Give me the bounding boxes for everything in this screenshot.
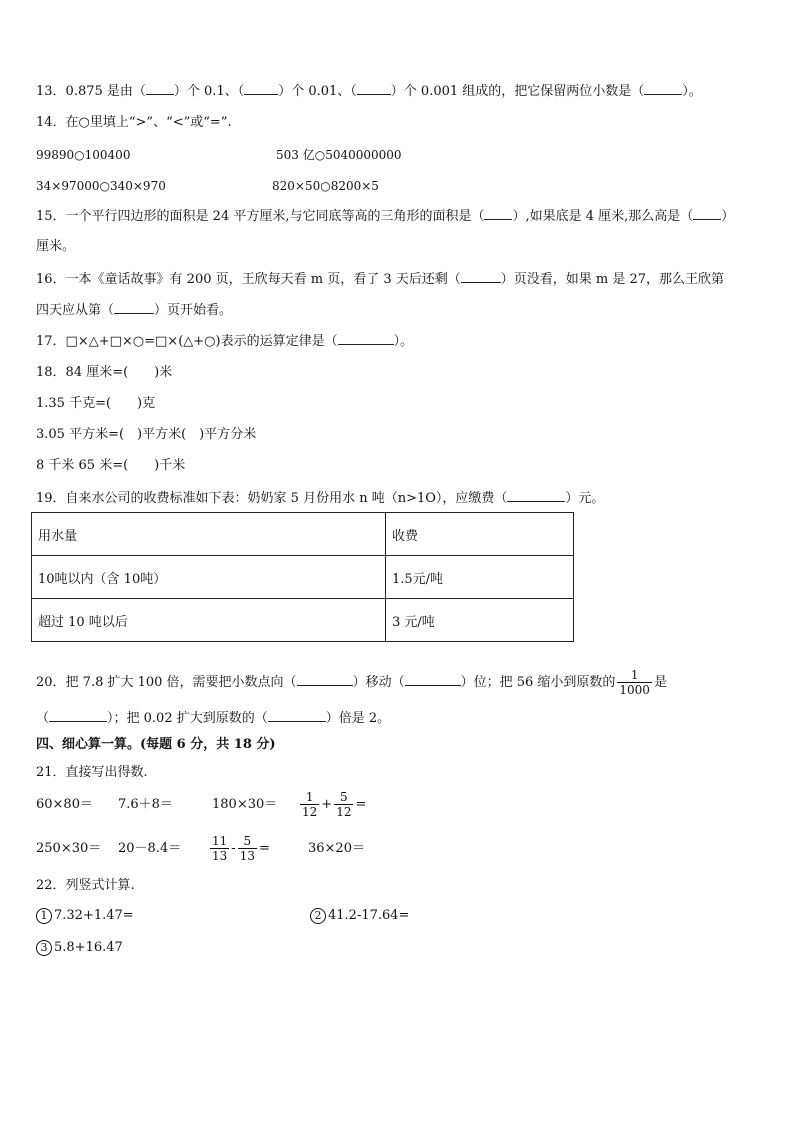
fraction-numerator: 1 [630,668,639,682]
q15-text-1: 15．一个平行四边形的面积是 24 平方厘米,与它同底等高的三角形的面积是（ [36,209,485,224]
table-cell: 超过 10 吨以后 [32,599,386,642]
water-fee-table [31,512,574,642]
answer-blank [405,673,461,686]
fraction-expression [298,786,366,824]
q17-text-1: 17．□×△+□×○=□×(△+○)表示的运算定律是（ [36,334,338,349]
answer-blank [49,709,107,722]
question-15-line2: 厘米。 [36,239,76,254]
circled-number-2-icon: 2 [310,908,326,924]
table-header-row [32,513,574,556]
q20-text-4: 是 [653,675,667,690]
comparison-c: 34×97000○340×970 [36,179,166,193]
answer-blank [338,332,394,345]
question-16-line2 [36,301,232,320]
answer-blank [357,82,391,95]
fraction [238,834,257,863]
table-row [32,556,574,599]
answer-blank [644,82,682,95]
answer-blank [297,673,353,686]
fraction-numerator: 1 [305,790,314,804]
fraction [617,668,652,697]
q13-text-1: 13．0.875 是由（ [36,84,146,99]
comparison-a: 99890○100400 [36,148,131,162]
fraction-expression [208,830,270,868]
vertical-calc-2 [310,907,409,925]
answer-blank [268,709,326,722]
table-cell: 3 元/吨 [386,599,574,642]
comparison-b: 503 亿○5040000000 [276,148,402,162]
answer-blank [461,270,501,283]
answer-blank [507,489,565,502]
q20-text-5: （ [36,711,50,726]
fraction-denominator: 13 [239,849,255,863]
q19-text-1: 19．自来水公司的收费标准如下表：奶奶家 5 月份用水 n 吨（n>1O），应缴费（ [36,491,508,506]
q16-text-2: ）页没看，如果 m 是 27，那么王欣第 [500,272,725,287]
circled-number-1-icon: 1 [36,908,52,924]
answer-blank [484,207,512,220]
fraction [300,790,319,819]
calc-item: 36×20＝ [308,841,365,856]
vertical-calc-3 [36,939,123,957]
q20-text-3: ）位；把 56 缩小到原数的 [460,675,616,690]
table-row [32,599,574,642]
q17-text-2: ）。 [393,334,414,349]
q13-text-2: ）个 0.1、（ [173,84,245,99]
fraction-numerator: 5 [340,790,348,804]
answer-blank [114,301,154,314]
q13-text-4: ）个 0.001 组成的，把它保留两位小数是（ [390,84,645,99]
fraction-denominator: 1000 [619,683,650,697]
q20-text-1: 20．把 7.8 扩大 100 倍，需要把小数点向（ [36,675,297,690]
table-cell: 1.5元/吨 [386,556,574,599]
question-13 [36,82,702,101]
calc-item: 7.6＋8＝ [118,797,173,812]
equals-sign: = [258,841,270,856]
fraction-denominator: 13 [212,849,228,863]
fraction-numerator: 11 [212,834,228,848]
operator: + [321,797,333,812]
comparison-d: 820×50○8200×5 [272,179,379,193]
fraction-denominator: 12 [336,805,352,819]
question-19 [36,489,604,508]
question-18-c: 3.05 平方米=( )平方米( )平方分米 [36,427,257,442]
question-16 [36,270,724,289]
section-heading: 四、细心算一算。(每题 6 分，共 18 分) [36,737,276,752]
calc-item: 250×30＝ [36,841,102,856]
calc-item: 180×30＝ [212,797,278,812]
question-17 [36,332,413,351]
question-18-a: 18．84 厘米=( )米 [36,365,173,380]
question-14-title: 14．在○里填上“>”、“<”或“=”. [36,115,232,130]
question-21-title: 21．直接写出得数. [36,765,148,780]
q20-text-2: ）移动（ [352,675,405,690]
q16-text-3: 四天应从第（ [36,303,115,318]
calc-expression: 7.32+1.47= [54,908,134,923]
equals-sign: = [355,797,367,812]
q16-text-1: 16．一本《童话故事》有 200 页，王欣每天看 m 页，看了 3 天后还剩（ [36,272,461,287]
answer-blank [244,82,278,95]
q20-text-7: ）倍是 2。 [325,711,391,726]
vertical-calc-1 [36,907,134,925]
q15-text-3: ） [721,209,735,224]
table-header-cell: 用水量 [32,513,386,556]
calc-item: 60×80＝ [36,797,93,812]
question-20 [36,668,667,698]
q16-text-4: ）页开始看。 [154,303,233,318]
calc-expression: 5.8+16.47 [54,940,123,955]
fraction-numerator: 5 [243,834,252,848]
q13-text-5: ）。 [682,84,702,99]
fraction-denominator: 12 [302,805,318,819]
circled-number-3-icon: 3 [36,940,52,956]
table-header-cell: 收费 [386,513,574,556]
question-18-d: 8 千米 65 米=( )千米 [36,458,186,473]
calc-item: 20－8.4＝ [118,841,182,856]
question-18-b: 1.35 千克=( )克 [36,396,156,411]
q15-text-2: ）,如果底是 4 厘米,那么高是（ [512,209,694,224]
fraction [334,790,353,819]
q13-text-3: ）个 0.01、（ [278,84,357,99]
calc-expression: 41.2-17.64= [328,908,410,923]
answer-blank [693,207,721,220]
operator: - [231,841,236,856]
q19-text-2: ）元。 [565,491,605,506]
table-cell: 10吨以内（含 10吨） [32,556,386,599]
answer-blank [146,82,174,95]
question-20-line2 [36,709,390,728]
fraction [210,834,229,863]
q20-text-6: ）；把 0.02 扩大到原数的（ [107,711,268,726]
question-15 [36,207,734,226]
question-22-title: 22．列竖式计算. [36,878,135,893]
